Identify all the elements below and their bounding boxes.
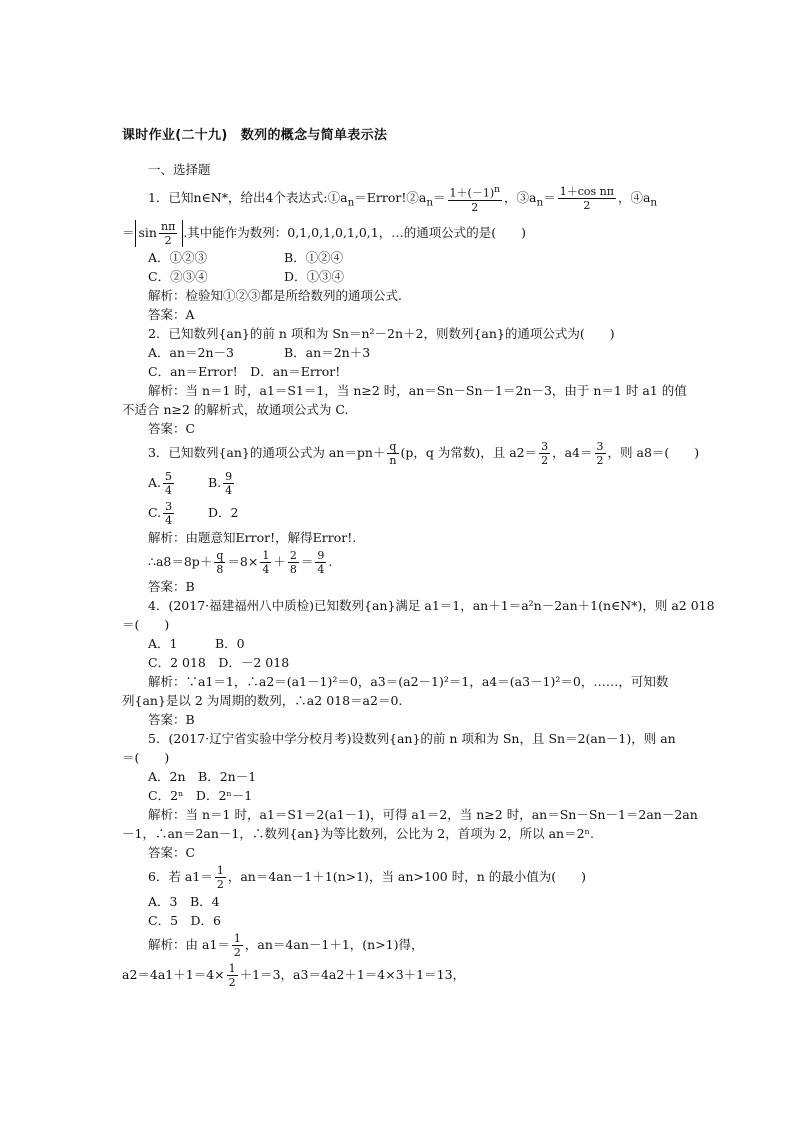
q5-options-cd: C．2ⁿ D．2ⁿ－1 — [148, 787, 253, 803]
q5-analysis-line2: －1，∴an＝2an－1，∴数列{an}为等比数列，公比为 2，首项为 2，所以 an＝2ⁿ. — [122, 825, 594, 841]
q3-options-ab: A. $\frac{5}{4}$ B. $\frac{9}{4}$ — [148, 469, 233, 497]
q2-options-cd: C．an＝Error! D．an＝Error! — [148, 363, 341, 379]
q2-options-ab: A．an＝2n－3 B．an＝2n＋3 — [148, 344, 371, 360]
q6-analysis-calc: a2＝4a1＋1＝4× $\frac{1}{2}$ ＋1＝3，a3＝4a2＋1＝4×3＋1＝13， — [122, 961, 466, 989]
q4-analysis-line2: 列{an}是以 2 为周期的数列，∴a2 018＝a2＝0. — [122, 692, 403, 708]
q3-options-cd: C. $\frac{3}{4}$ D．2 — [148, 499, 239, 527]
q1-analysis: 解析：检验知①②③都是所给数列的通项公式. — [148, 287, 402, 303]
q6-analysis-line1: 解析：由 a1＝ $\frac{1}{2}$ ，an＝4an－1＋1，(n>1)得， — [148, 931, 424, 959]
q3-answer: 答案：B — [148, 578, 195, 594]
q1-stem-line1: 1．已知n∈N*，给出4个表达式$:①a_n=Error!②a_n=$ $\frac{1+(-1)^n}{2}$ ，$③a_n=$ $\frac{\text{1＋cos nπ}}{2}$ ，$④a_n$ — [148, 184, 658, 214]
q4-answer: 答案：B — [148, 711, 195, 727]
q1-fraction-2: $\frac{\text{1＋cos nπ}}{2}$ — [559, 185, 614, 212]
q6-options-ab: A．3 B．4 — [148, 893, 220, 909]
q5-answer: 答案：C — [148, 844, 196, 860]
q5-stem-line2: ＝( ) — [122, 749, 170, 765]
q1-answer: 答案：A — [148, 306, 195, 322]
q3-analysis-calc: ∴a8＝8p＋ $\frac{q}{8}$ ＝8× $\frac{1}{4}$ ＋ $\frac{2}{8}$ ＝ $\frac{9}{4}$ . — [148, 548, 333, 576]
q1-stem-line2: ＝ sin $\frac{n\pi}{2}$ .其中能作为数列：0,1,0,1,0,1,0,1，…的通项公式的是( ) — [122, 219, 526, 247]
q5-options-ab: A．2n B．2n－1 — [148, 768, 257, 784]
q6-stem: 6．若 a1＝ $\frac{1}{2}$ ，an＝4an－1＋1(n>1)，当 an>100 时，n 的最小值为( ) — [148, 863, 586, 891]
q1-absolute-value: sin $\frac{n\pi}{2}$ — [135, 220, 184, 247]
q3-analysis-line1: 解析：由题意知Error!，解得Error!. — [148, 529, 357, 545]
q4-stem-line1: 4．(2017·福建福州八中质检)已知数列{an}满足 a1＝1，an＋1＝a²n－2an＋1(n∈N*)，则 a2 018 — [148, 597, 715, 613]
document-body — [122, 160, 715, 990]
q2-stem: 2．已知数列{an}的前 n 项和为 Sn＝n²－2n＋2，则数列{an}的通项公式为( ) — [148, 325, 615, 341]
q5-stem-line1: 5．(2017·辽宁省实验中学分校月考)设数列{an}的前 n 项和为 Sn，且 Sn＝2(an－1)，则 an — [148, 730, 676, 746]
q4-options-ab: A．1 B．0 — [148, 635, 245, 651]
q2-analysis-line2: 不适合 n≥2 的解析式，故通项公式为 C. — [122, 401, 349, 417]
q1-fraction-1: $\frac{1+(-1)^n}{2}$ — [449, 184, 501, 214]
q6-options-cd: C．5 D．6 — [148, 912, 221, 928]
q2-answer: 答案：C — [148, 420, 196, 436]
q2-analysis-line1: 解析：当 n＝1 时，a1＝S1＝1，当 n≥2 时，an＝Sn－Sn－1＝2n－3，由于 n＝1 时 a1 的值 — [148, 382, 687, 398]
page-title: 课时作业(二十九) 数列的概念与简单表示法 — [122, 128, 388, 143]
q4-options-cd: C．2 018 D．－2 018 — [148, 654, 290, 670]
q4-stem-line2: ＝( ) — [122, 616, 170, 632]
q4-analysis-line1: 解析：∵a1＝1，∴a2＝(a1－1)²＝0，a3＝(a2－1)²＝1，a4＝(a3－1)²＝0，……，可知数 — [148, 673, 669, 689]
q3-stem: 3．已知数列{an}的通项公式为 an＝pn＋ $\frac{q}{n}$ (p，q 为常数)，且 a2＝ $\frac{3}{2}$ ，a4＝ $\frac{3}{2}$ ，则 a8＝( ) — [148, 439, 700, 467]
section-heading: 一、选择题 — [148, 162, 211, 177]
q1-options-cd: C．②③④ D．①③④ — [148, 268, 345, 284]
q5-analysis-line1: 解析：当 n＝1 时，a1＝S1＝2(a1－1)，可得 a1＝2，当 n≥2 时，an＝Sn－Sn－1＝2an－2an — [148, 806, 698, 822]
q1-options-ab: A．①②③ B．①②④ — [148, 249, 344, 265]
